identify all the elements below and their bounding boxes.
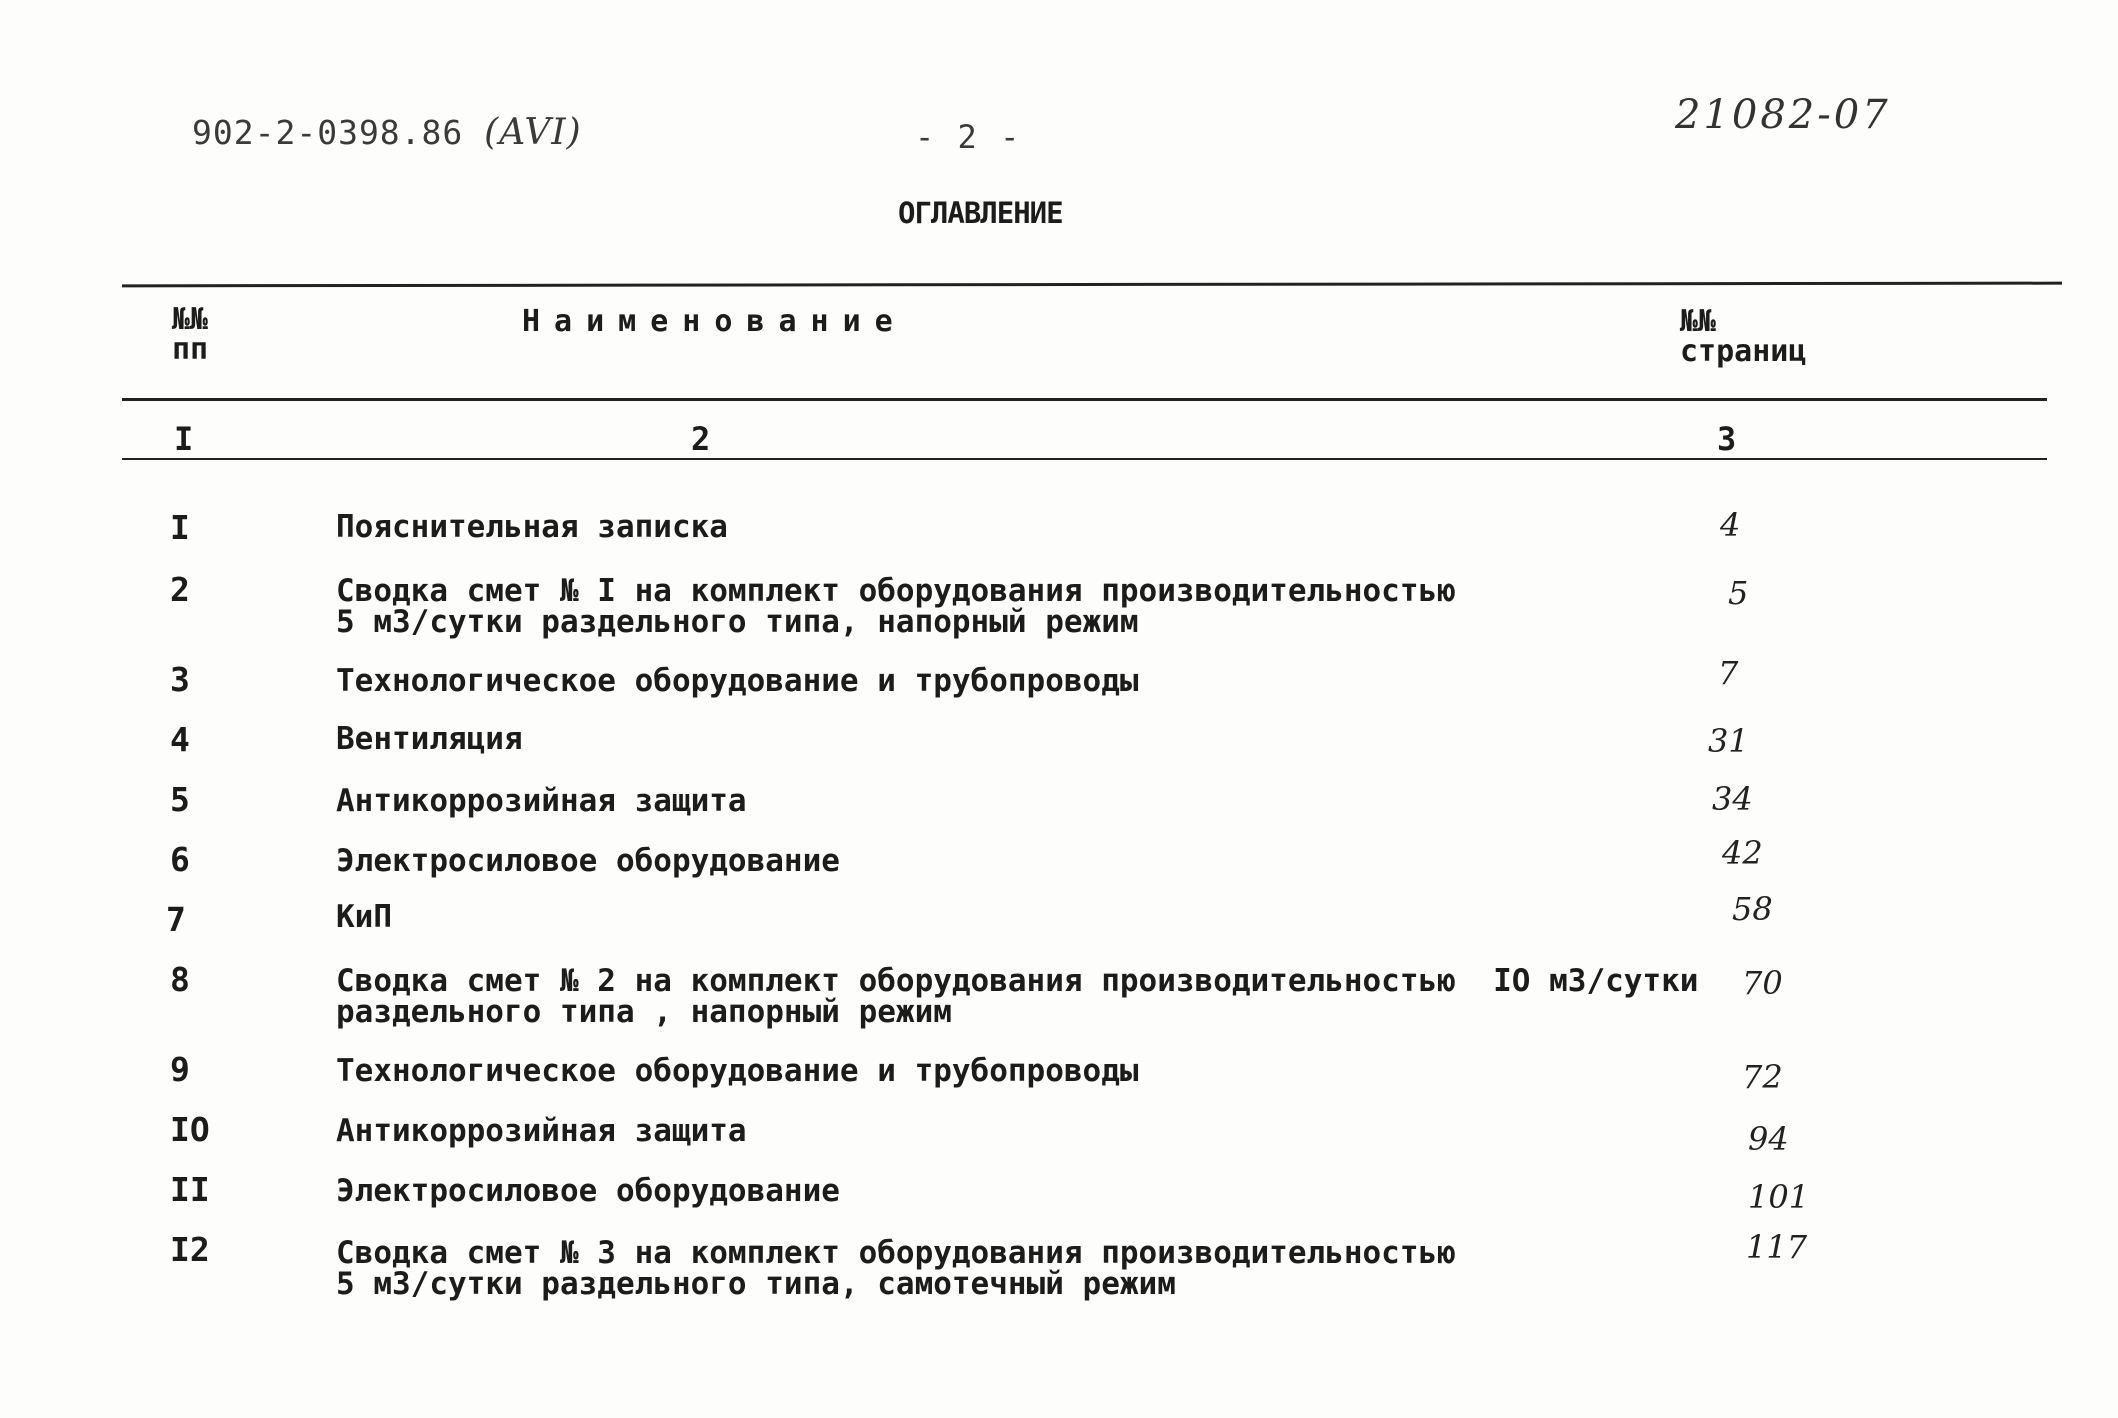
row-name: Вентиляция	[336, 721, 523, 757]
header-name-column: Наименование	[522, 304, 907, 339]
document-code-suffix: (AVI)	[484, 112, 582, 153]
row-name: Антикоррозийная защита	[336, 1113, 747, 1149]
table-top-rule	[122, 282, 2062, 288]
row-name: Технологическое оборудование и трубопроводы	[336, 663, 1139, 699]
row-number: I	[170, 508, 190, 547]
row-page: 101	[1748, 1178, 1810, 1216]
row-name: Пояснительная записка	[336, 509, 728, 545]
row-page: 7	[1718, 654, 1739, 692]
row-page: 58	[1732, 890, 1773, 928]
row-name: Антикоррозийная защита	[336, 783, 747, 819]
row-page: 94	[1748, 1120, 1789, 1158]
row-page: 70	[1742, 964, 1783, 1002]
row-number: 9	[170, 1050, 190, 1089]
column-number-2: 2	[691, 420, 711, 458]
header-number-line1: №№	[172, 302, 209, 337]
header-pages-column	[1680, 304, 1807, 369]
row-page: 5	[1728, 574, 1749, 612]
page-title: ОГЛАВЛЕНИЕ	[898, 196, 1063, 230]
column-number-1: I	[174, 420, 194, 458]
row-number: 2	[170, 570, 190, 609]
row-number: 3	[170, 660, 190, 699]
row-page: 42	[1722, 834, 1763, 872]
row-name: Электросиловое оборудование	[336, 1173, 840, 1209]
row-name: Сводка смет № I на комплект оборудования производительностью 5 м3/сутки раздельного типа, напорный режим	[336, 573, 1456, 640]
row-name: Электросиловое оборудование	[336, 843, 840, 879]
row-number: 6	[170, 840, 190, 879]
header-bottom-rule	[122, 398, 2047, 401]
row-page: 4	[1720, 506, 1741, 544]
page-marker: - 2 -	[915, 118, 1022, 156]
column-numbers-rule	[122, 458, 2047, 460]
row-page: 72	[1742, 1058, 1783, 1096]
row-number: 5	[170, 780, 190, 819]
row-name: Сводка смет № 2 на комплект оборудования производительностью IO м3/сутки раздельного типа , напорный режим	[336, 963, 1699, 1030]
row-number: 7	[166, 900, 186, 939]
row-page: 34	[1712, 780, 1753, 818]
header-pages-line1: №№	[1680, 304, 1717, 339]
row-number: 4	[170, 720, 190, 759]
row-number: II	[170, 1170, 210, 1209]
archive-number: 21082-07	[1675, 92, 1891, 138]
header-number-line2: пп	[172, 332, 209, 367]
row-name: Технологическое оборудование и трубопроводы	[336, 1053, 1139, 1089]
row-page: 31	[1708, 722, 1749, 760]
document-code	[192, 112, 582, 153]
header-pages-line2: страниц	[1680, 334, 1807, 369]
row-number: I2	[170, 1230, 210, 1269]
row-number: IO	[170, 1110, 210, 1149]
row-name: Сводка смет № 3 на комплект оборудования производительностью 5 м3/сутки раздельного типа, самотечный режим	[336, 1235, 1456, 1302]
header-number-column	[172, 302, 209, 367]
row-page: 117	[1746, 1228, 1808, 1266]
document-code-number: 902-2-0398.86	[192, 113, 464, 152]
row-number: 8	[170, 960, 190, 999]
row-name: КиП	[336, 899, 392, 935]
column-number-3: 3	[1717, 420, 1737, 458]
